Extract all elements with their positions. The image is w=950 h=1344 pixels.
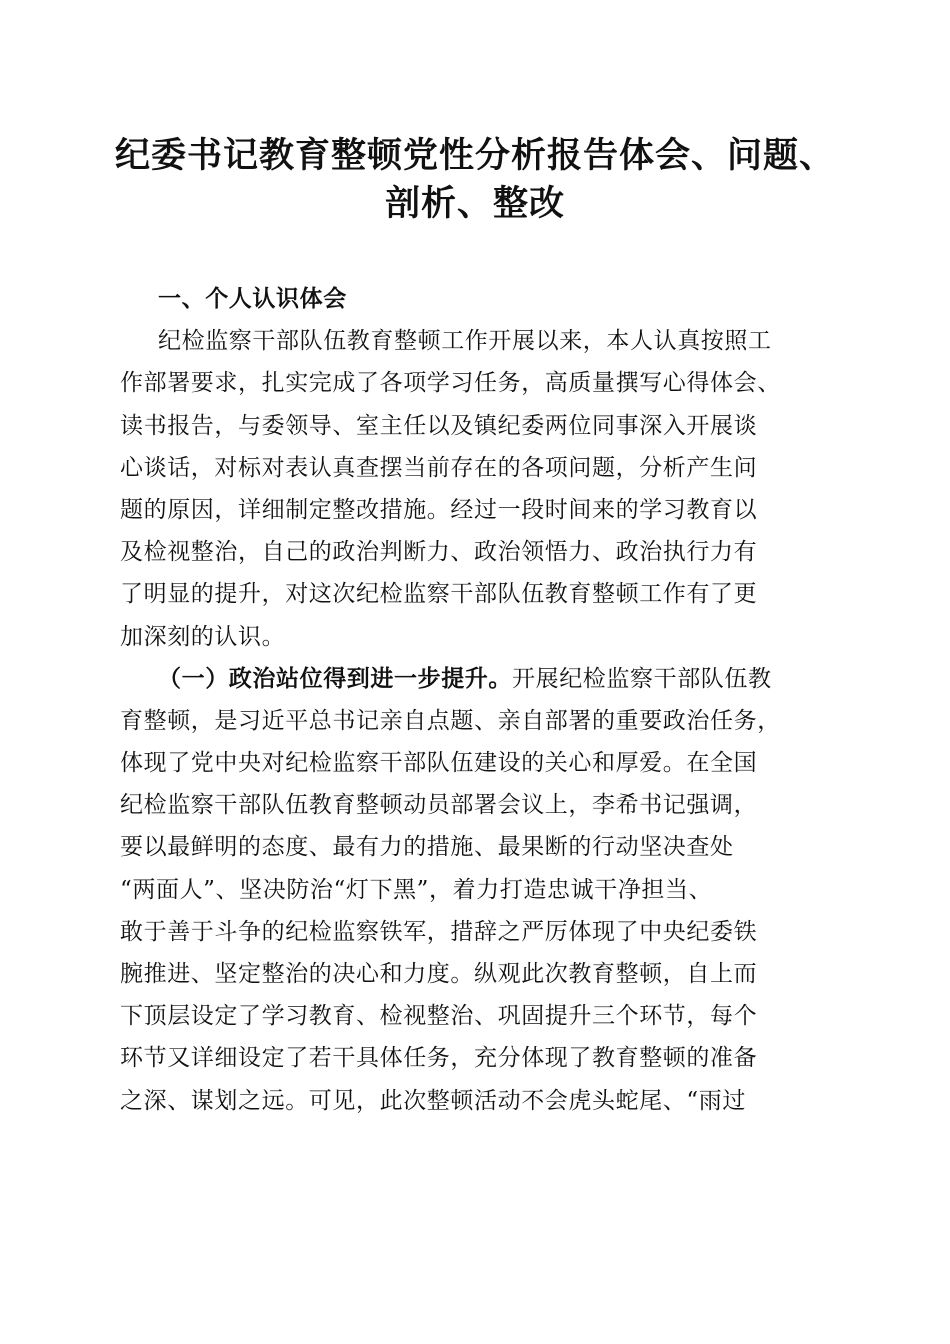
title-line-1: 纪委书记教育整顿党性分析报告体会、问题、 bbox=[114, 135, 835, 176]
paragraph-line: 及检视整治，自己的政治判断力、政治领悟力、政治执行力有 bbox=[120, 539, 758, 566]
title-line-2: 剖析、整改 bbox=[384, 183, 565, 224]
paragraph-line: 育整顿，是习近平总书记亲自点题、亲自部署的重要政治任务， bbox=[120, 707, 781, 734]
paragraph-line: “两面人”、坚决防治“灯下黑”，着力打造忠诚干净担当、 bbox=[120, 876, 713, 903]
paragraph-line: 题的原因，详细制定整改措施。经过一段时间来的学习教育以 bbox=[120, 496, 758, 523]
paragraph-personal-understanding bbox=[120, 320, 840, 658]
paragraph-line: 体现了党中央对纪检监察干部队伍建设的关心和厚爱。在全国 bbox=[120, 750, 758, 777]
paragraph-line: 读书报告，与委领导、室主任以及镇纪委两位同事深入开展谈 bbox=[120, 412, 758, 439]
paragraph-line: 环节又详细设定了若干具体任务，充分体现了教育整顿的准备 bbox=[120, 1045, 758, 1072]
paragraph-line: 敢于善于斗争的纪检监察铁军，措辞之严厉体现了中央纪委铁 bbox=[120, 918, 758, 945]
paragraph-line: 腕推进、坚定整治的决心和力度。纵观此次教育整顿，自上而 bbox=[120, 961, 758, 987]
document-body bbox=[120, 278, 840, 1122]
paragraph-line: 心谈话，对标对表认真查摆当前存在的各项问题，分析产生问 bbox=[120, 454, 758, 481]
paragraph-line: 了明显的提升，对这次纪检监察干部队伍教育整顿工作有了更 bbox=[120, 581, 758, 608]
paragraph-line: 之深、谋划之远。可见，此次整顿活动不会虎头蛇尾、“雨过 bbox=[120, 1087, 746, 1114]
paragraph-line: 作部署要求，扎实完成了各项学习任务，高质量撰写心得体会、 bbox=[120, 370, 781, 397]
paragraph-political-stance bbox=[120, 658, 840, 1122]
subheading-political-stance: （一）政治站位得到进一步提升。 bbox=[158, 664, 512, 692]
paragraph-line: 加深刻的认识。 bbox=[120, 623, 286, 650]
paragraph-line: 纪检监察干部队伍教育整顿动员部署会议上，李希书记强调， bbox=[120, 792, 758, 819]
paragraph-line-rest: 开展纪检监察干部队伍教 bbox=[512, 665, 772, 692]
paragraph-line: 下顶层设定了学习教育、检视整治、巩固提升三个环节，每个 bbox=[120, 1003, 758, 1030]
section-heading: 一、个人认识体会 bbox=[158, 285, 347, 312]
paragraph-first-line bbox=[120, 658, 840, 700]
paragraph-line: 要以最鲜明的态度、最有力的措施、最果断的行动坚决查处 bbox=[120, 834, 734, 861]
paragraph-line: 纪检监察干部队伍教育整顿工作开展以来，本人认真按照工 bbox=[158, 328, 772, 355]
document-title bbox=[100, 132, 850, 228]
